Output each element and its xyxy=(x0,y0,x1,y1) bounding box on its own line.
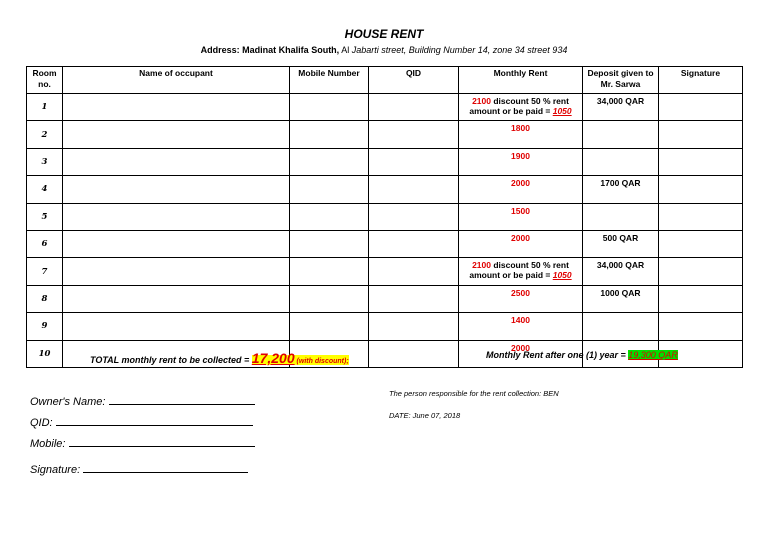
monthly-rent-cell xyxy=(459,203,583,230)
monthly-rent-cell xyxy=(459,121,583,148)
total-highlight xyxy=(251,350,349,366)
signature-cell[interactable] xyxy=(659,285,743,312)
signature-cell[interactable] xyxy=(659,313,743,340)
deposit-cell xyxy=(583,313,659,340)
owner-name-label: Owner's Name: xyxy=(30,396,109,408)
monthly-rent-cell xyxy=(459,148,583,175)
signature-cell[interactable] xyxy=(659,176,743,203)
mobile-cell[interactable] xyxy=(290,121,369,148)
deposit-cell: 500 QAR xyxy=(583,230,659,257)
total-monthly-rent xyxy=(90,350,349,366)
deposit-cell xyxy=(583,148,659,175)
deposit-cell: 34,000 QAR xyxy=(583,258,659,285)
occupant-cell[interactable] xyxy=(63,285,290,312)
qid-cell[interactable] xyxy=(369,230,459,257)
owner-qid-label: QID: xyxy=(30,417,56,429)
table-row xyxy=(27,121,743,148)
owner-mobile-line[interactable] xyxy=(69,436,255,447)
room-number: 6 xyxy=(27,230,63,257)
total-label: TOTAL monthly rent to be collected = xyxy=(90,355,252,365)
qid-cell[interactable] xyxy=(369,203,459,230)
address-normal: Al xyxy=(339,45,352,55)
header-mobile: Mobile Number xyxy=(290,67,369,94)
owner-signature-field[interactable] xyxy=(30,462,248,476)
table-row xyxy=(27,258,743,285)
owner-name-field[interactable] xyxy=(30,394,255,408)
header-room-no: Room no. xyxy=(27,67,63,94)
rent-note: discount 50 % rent amount or be paid = xyxy=(469,260,569,281)
responsible-note: The person responsible for the rent collection: BEN xyxy=(389,389,559,398)
owner-signature-label: Signature: xyxy=(30,464,84,476)
qid-cell[interactable] xyxy=(369,148,459,175)
monthly-rent-cell xyxy=(459,94,583,121)
table-row xyxy=(27,230,743,257)
document-title: HOUSE RENT xyxy=(344,27,424,41)
owner-qid-field[interactable] xyxy=(30,415,253,429)
signature-cell[interactable] xyxy=(659,203,743,230)
table-row xyxy=(27,176,743,203)
rent-discounted: 1050 xyxy=(552,106,572,116)
owner-qid-line[interactable] xyxy=(56,415,253,426)
rent-table xyxy=(26,66,743,368)
header-signature: Signature xyxy=(659,67,743,94)
rent-discounted: 1050 xyxy=(552,270,572,281)
header-occupant: Name of occupant xyxy=(63,67,290,94)
mobile-cell[interactable] xyxy=(290,230,369,257)
monthly-rent-cell xyxy=(459,176,583,203)
occupant-cell[interactable] xyxy=(63,313,290,340)
rent-after-one-year xyxy=(486,350,678,360)
signature-cell[interactable] xyxy=(659,94,743,121)
qid-cell[interactable] xyxy=(369,340,459,367)
occupant-cell[interactable] xyxy=(63,258,290,285)
occupant-cell[interactable] xyxy=(63,230,290,257)
monthly-rent-cell xyxy=(459,285,583,312)
date-note: DATE: June 07, 2018 xyxy=(389,411,461,420)
table-row xyxy=(27,148,743,175)
rent-amount: 2000 xyxy=(511,342,530,353)
mobile-cell[interactable] xyxy=(290,285,369,312)
table-row xyxy=(27,94,743,121)
monthly-rent-cell xyxy=(459,230,583,257)
table-header-row xyxy=(27,67,743,94)
signature-cell[interactable] xyxy=(659,258,743,285)
signature-cell[interactable] xyxy=(659,230,743,257)
deposit-cell xyxy=(583,203,659,230)
rent-amount: 2100 xyxy=(472,260,491,271)
deposit-cell: 34,000 QAR xyxy=(583,94,659,121)
room-number: 2 xyxy=(27,121,63,148)
address-line xyxy=(0,45,768,55)
address-bold: Address: Madinat Khalifa South, xyxy=(200,45,340,55)
mobile-cell[interactable] xyxy=(290,148,369,175)
occupant-cell[interactable] xyxy=(63,94,290,121)
mobile-cell[interactable] xyxy=(290,313,369,340)
qid-cell[interactable] xyxy=(369,313,459,340)
year-rent-highlight xyxy=(628,350,678,360)
table-row xyxy=(27,285,743,312)
owner-mobile-field[interactable] xyxy=(30,436,255,450)
rent-amount: 1900 xyxy=(511,150,530,161)
header-monthly-rent: Monthly Rent xyxy=(459,67,583,94)
room-number: 7 xyxy=(27,258,63,285)
occupant-cell[interactable] xyxy=(63,203,290,230)
monthly-rent-cell xyxy=(459,258,583,285)
occupant-cell[interactable] xyxy=(63,148,290,175)
rent-amount: 2100 xyxy=(472,96,491,106)
room-number: 1 xyxy=(27,94,63,121)
rent-amount: 2500 xyxy=(511,287,530,298)
header-qid: QID xyxy=(369,67,459,94)
table-row xyxy=(27,203,743,230)
qid-cell[interactable] xyxy=(369,121,459,148)
room-number: 9 xyxy=(27,313,63,340)
occupant-cell[interactable] xyxy=(63,176,290,203)
qid-cell[interactable] xyxy=(369,176,459,203)
room-number: 8 xyxy=(27,285,63,312)
table-row xyxy=(27,313,743,340)
occupant-cell[interactable] xyxy=(63,121,290,148)
qid-cell[interactable] xyxy=(369,94,459,121)
rent-amount: 1800 xyxy=(511,123,530,134)
rent-amount: 1400 xyxy=(511,315,530,326)
owner-mobile-label: Mobile: xyxy=(30,438,69,450)
mobile-cell[interactable] xyxy=(290,94,369,121)
total-suffix: (with discount); xyxy=(294,358,349,365)
qid-cell[interactable] xyxy=(369,285,459,312)
year-rent-label: Monthly Rent after one (1) year = xyxy=(486,350,629,360)
room-number: 4 xyxy=(27,176,63,203)
total-value: 17,200 xyxy=(251,350,295,366)
deposit-cell: 1700 QAR xyxy=(583,176,659,203)
signature-cell[interactable] xyxy=(659,148,743,175)
room-number: 10 xyxy=(27,340,63,367)
year-rent-value: 19,300 QAR xyxy=(628,350,678,360)
room-number: 3 xyxy=(27,148,63,175)
address-italic: Jabarti street, Building Number 14, zone 34 street 934 xyxy=(351,45,568,55)
owner-signature-line[interactable] xyxy=(83,462,248,473)
deposit-cell: 1000 QAR xyxy=(583,285,659,312)
rent-note: discount 50 % rent amount or be paid = xyxy=(469,96,569,116)
mobile-cell[interactable] xyxy=(290,176,369,203)
rent-amount: 1500 xyxy=(511,205,530,216)
mobile-cell[interactable] xyxy=(290,258,369,285)
qid-cell[interactable] xyxy=(369,258,459,285)
room-number: 5 xyxy=(27,203,63,230)
mobile-cell[interactable] xyxy=(290,203,369,230)
rent-amount: 2000 xyxy=(511,178,530,189)
signature-cell[interactable] xyxy=(659,121,743,148)
monthly-rent-cell xyxy=(459,313,583,340)
deposit-cell xyxy=(583,121,659,148)
header-deposit: Deposit given to Mr. Sarwa xyxy=(583,67,659,94)
owner-name-line[interactable] xyxy=(109,394,255,405)
rent-amount: 2000 xyxy=(511,232,530,243)
